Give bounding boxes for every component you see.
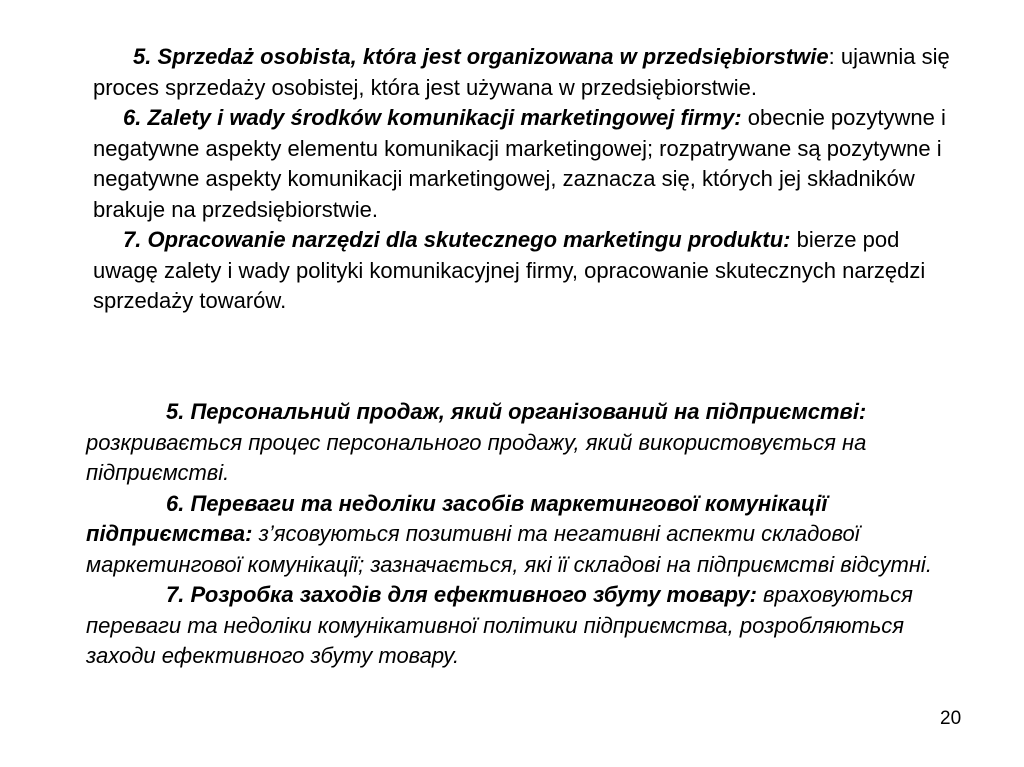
- ukrainian-item-6-heading: 6. Переваги та недоліки засобів маркетингової комунікації підприємства:: [86, 490, 828, 546]
- polish-item-6: [93, 103, 963, 225]
- ukrainian-item-7: [86, 580, 966, 672]
- page-number: 20: [940, 708, 962, 729]
- polish-item-5: [93, 42, 963, 103]
- ukrainian-text-block: [86, 397, 966, 672]
- polish-item-6-text: obecnie pozytywne i negatywne aspekty elementu komunikacji marketingowej; rozpatrywane są pozytywne i negatywne aspekty komunikacji marketingowej, zaznacza się, których jej składników brakuje na przedsiębiorstwie.: [93, 105, 946, 222]
- ukrainian-item-5-heading: 5. Персональний продаж, який організований на підприємстві:: [166, 399, 867, 424]
- ukrainian-item-7-heading: 7. Розробка заходів для ефективного збуту товару:: [166, 582, 757, 607]
- polish-item-5-heading: 5. Sprzedaż osobista, która jest organizowana w przedsiębiorstwie: [133, 44, 829, 69]
- polish-item-5-text: ujawnia się proces sprzedaży osobistej, która jest używana w przedsiębiorstwie.: [93, 44, 950, 100]
- polish-item-5-separator: :: [828, 44, 835, 69]
- ukrainian-item-6: [86, 489, 966, 581]
- ukrainian-item-6-text: з’ясовуються позитивні та негативні аспекти складової маркетингової комунікації; зазначається, які її складові на підприємстві відсутні.: [86, 521, 932, 577]
- polish-item-6-heading: 6. Zalety i wady środków komunikacji marketingowej firmy:: [123, 105, 742, 130]
- ukrainian-item-5: [86, 397, 966, 489]
- polish-item-7: [93, 225, 963, 317]
- ukrainian-item-7-text: враховуються переваги та недоліки комунікативної політики підприємства, розробляються заходи ефективного збуту товару.: [86, 582, 913, 668]
- ukrainian-item-5-text: розкривається процес персонального продажу, який використовується на підприємстві.: [86, 429, 867, 485]
- polish-text-block: [93, 42, 963, 317]
- polish-item-7-text: bierze pod uwagę zalety i wady polityki komunikacyjnej firmy, opracowanie skutecznych narzędzi sprzedaży towarów.: [93, 227, 926, 313]
- polish-item-7-heading: 7. Opracowanie narzędzi dla skutecznego marketingu produktu:: [123, 227, 791, 252]
